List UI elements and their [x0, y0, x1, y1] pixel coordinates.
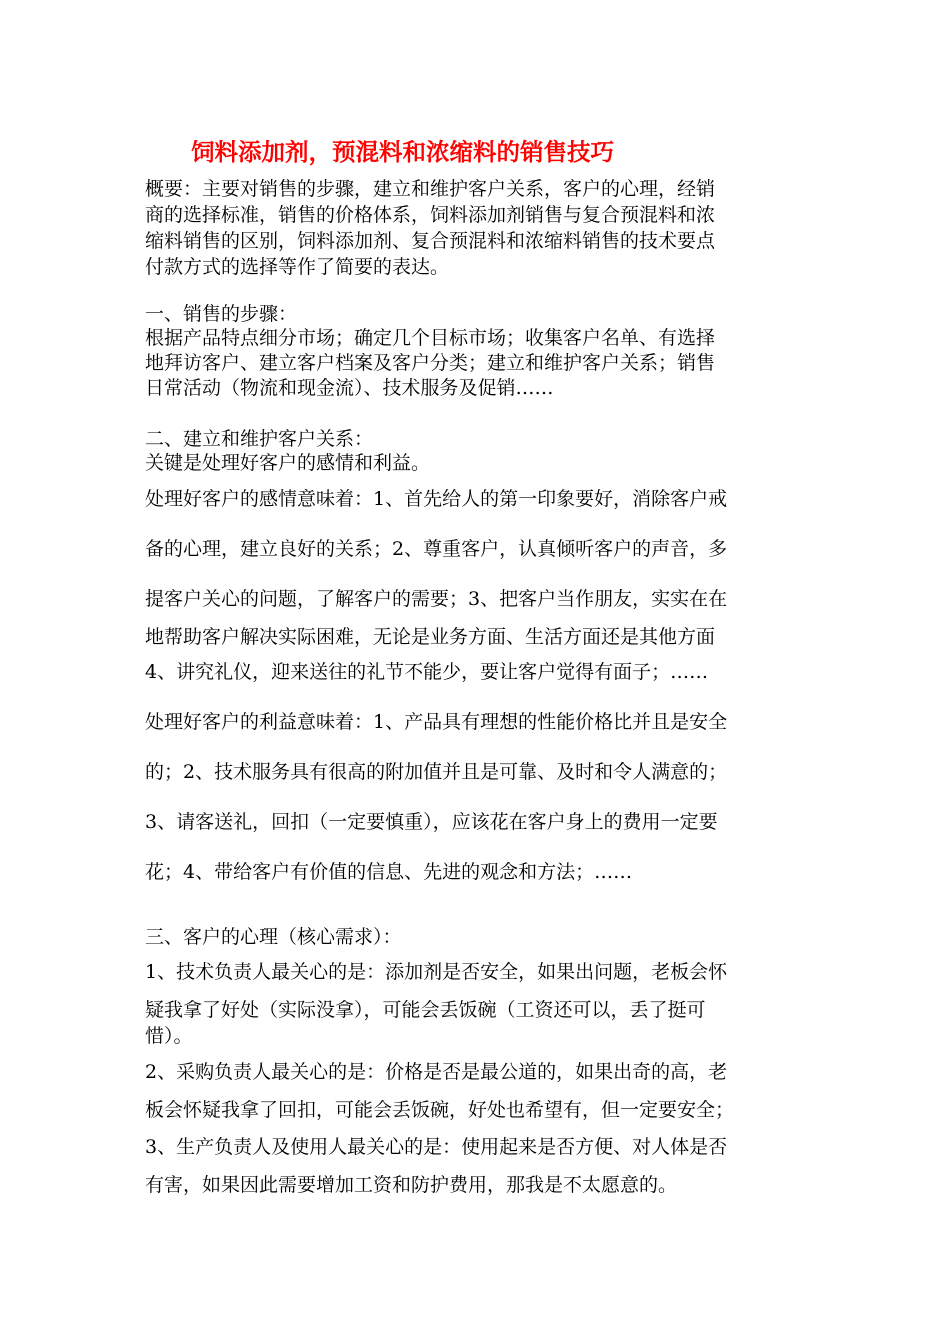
section3-line: 1、技术负责人最关心的是：添加剂是否安全，如果出问题，老板会怀 [145, 961, 728, 983]
summary-line: 概要：主要对销售的步骤，建立和维护客户关系，客户的心理，经销 [145, 178, 716, 200]
section3-line: 2、采购负责人最关心的是：价格是否是最公道的，如果出奇的高，老 [145, 1061, 728, 1083]
section1-heading: 一、销售的步骤： [145, 303, 298, 325]
emotion-line: 备的心理，建立良好的关系；2、尊重客户，认真倾听客户的声音，多 [145, 538, 728, 560]
document-title: 饲料添加剂，预混料和浓缩料的销售技巧 [191, 138, 614, 166]
summary-line: 付款方式的选择等作了简要的表达。 [145, 256, 450, 278]
section3-heading: 三、客户的心理（核心需求）： [145, 926, 402, 948]
interest-line: 3、请客送礼，回扣（一定要慎重），应该花在客户身上的费用一定要 [145, 811, 718, 833]
emotion-line: 4、讲究礼仪，迎来送往的礼节不能少，要让客户觉得有面子；…… [145, 661, 709, 683]
section1-line: 地拜访客户、建立客户档案及客户分类；建立和维护客户关系；销售 [145, 352, 716, 374]
emotion-line: 地帮助客户解决实际困难，无论是业务方面、生活方面还是其他方面 [145, 626, 716, 648]
interest-line: 花；4、带给客户有价值的信息、先进的观念和方法；…… [145, 861, 633, 883]
section1-line: 根据产品特点细分市场；确定几个目标市场；收集客户名单、有选择 [145, 327, 716, 349]
section1-line: 日常活动（物流和现金流）、技术服务及促销…… [145, 377, 554, 399]
emotion-line: 处理好客户的感情意味着：1、首先给人的第一印象要好，消除客户戒 [145, 488, 728, 510]
interest-line: 的；2、技术服务具有很高的附加值并且是可靠、及时和令人满意的； [145, 761, 728, 783]
section3-line: 3、生产负责人及使用人最关心的是：使用起来是否方便、对人体是否 [145, 1136, 728, 1158]
section2-key-line: 关键是处理好客户的感情和利益。 [145, 452, 431, 474]
section3-line: 有害，如果因此需要增加工资和防护费用，那我是不太愿意的。 [145, 1174, 678, 1196]
emotion-line: 提客户关心的问题，了解客户的需要；3、把客户当作朋友，实实在在 [145, 588, 728, 610]
summary-line: 缩料销售的区别，饲料添加剂、复合预混料和浓缩料销售的技术要点 [145, 230, 716, 252]
summary-line: 商的选择标准，销售的价格体系，饲料添加剂销售与复合预混料和浓 [145, 204, 716, 226]
section3-line: 疑我拿了好处（实际没拿），可能会丢饭碗（工资还可以，丢了挺可 [145, 999, 706, 1021]
interest-line: 处理好客户的利益意味着：1、产品具有理想的性能价格比并且是安全 [145, 711, 728, 733]
section3-line: 板会怀疑我拿了回扣，可能会丢饭碗，好处也希望有，但一定要安全； [145, 1099, 735, 1121]
section3-line: 惜）。 [145, 1025, 193, 1047]
section2-heading: 二、建立和维护客户关系： [145, 428, 374, 450]
